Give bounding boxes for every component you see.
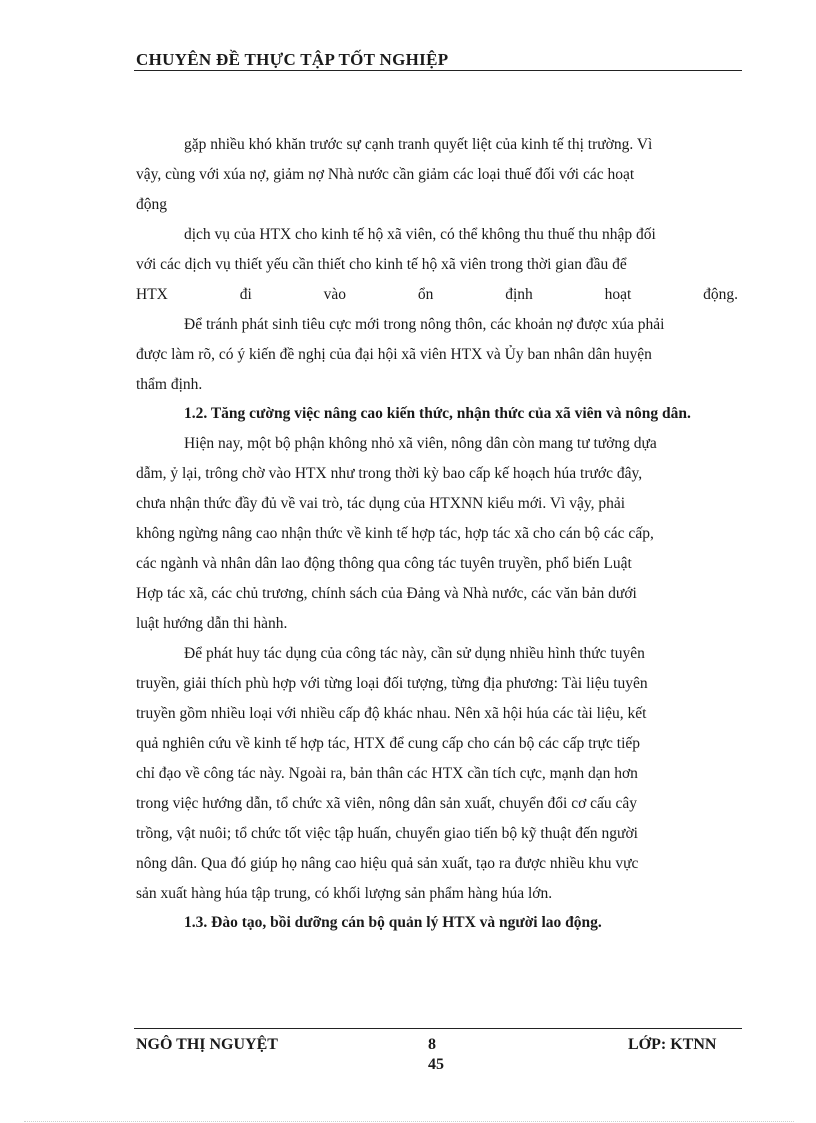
footer-page-number-secondary: 45 bbox=[428, 1056, 444, 1073]
body-line: luật hướng dẫn thi hành. bbox=[136, 615, 288, 632]
body-line: với các dịch vụ thiết yếu cần thiết cho kinh tế hộ xã viên trong thời gian đầu để bbox=[136, 256, 627, 273]
body-line: các ngành và nhân dân lao động thông qua công tác tuyên truyền, phổ biến Luật bbox=[136, 555, 632, 572]
body-line: trong việc hướng dẫn, tổ chức xã viên, nông dân sản xuất, chuyển đổi cơ cấu cây bbox=[136, 795, 638, 812]
spread-word: vào bbox=[323, 286, 346, 303]
body-line: nông dân. Qua đó giúp họ nâng cao hiệu quả sản xuất, tạo ra được nhiều khu vực bbox=[136, 855, 639, 872]
body-line: vậy, cùng với xúa nợ, giảm nợ Nhà nước cần giảm các loại thuế đối với các hoạt bbox=[136, 166, 635, 183]
spread-word: hoạt bbox=[604, 286, 632, 303]
body-line: thẩm định. bbox=[136, 376, 203, 393]
header-title: CHUYÊN ĐỀ THỰC TẬP TỐT NGHIỆP bbox=[136, 50, 449, 69]
body-line: Để tránh phát sinh tiêu cực mới trong nông thôn, các khoản nợ được xúa phải bbox=[184, 316, 665, 333]
page-bottom-dotted-border bbox=[24, 1121, 794, 1122]
body-line: động bbox=[136, 196, 167, 213]
footer-author: NGÔ THỊ NGUYỆT bbox=[136, 1036, 278, 1053]
footer-divider bbox=[134, 1028, 742, 1029]
body-line: dịch vụ của HTX cho kinh tế hộ xã viên, có thể không thu thuế thu nhập đối bbox=[184, 226, 656, 243]
body-line: gặp nhiều khó khăn trước sự cạnh tranh quyết liệt của kinh tế thị trường. Vì bbox=[184, 136, 653, 153]
body-line: dẫm, ỷ lại, trông chờ vào HTX như trong thời kỳ bao cấp kế hoạch húa trước đây, bbox=[136, 465, 643, 482]
body-line: được làm rõ, có ý kiến đề nghị của đại hội xã viên HTX và Ủy ban nhân dân huyện bbox=[136, 346, 652, 363]
body-line: truyền, giải thích phù hợp với từng loại đối tượng, từng địa phương: Tài liệu tuyên bbox=[136, 675, 648, 692]
spread-word: ổn bbox=[417, 286, 434, 303]
body-line: chỉ đạo về công tác này. Ngoài ra, bản thân các HTX cần tích cực, mạnh dạn hơn bbox=[136, 765, 638, 782]
body-line: quả nghiên cứu về kinh tế hợp tác, HTX để cung cấp cho cán bộ các cấp trực tiếp bbox=[136, 735, 641, 752]
body-line: Hợp tác xã, các chủ trương, chính sách của Đảng và Nhà nước, các văn bản dưới bbox=[136, 585, 637, 602]
body-line: chưa nhận thức đầy đủ về vai trò, tác dụng của HTXNN kiểu mới. Vì vậy, phải bbox=[136, 495, 626, 512]
footer-class-label: LỚP: KTNN bbox=[628, 1036, 717, 1053]
footer-page-number: 8 bbox=[428, 1036, 436, 1053]
section-heading-1-2: 1.2. Tăng cường việc nâng cao kiến thức, nhận thức của xã viên và nông dân. bbox=[184, 405, 691, 422]
body-line: truyền gồm nhiều loại với nhiều cấp độ khác nhau. Nên xã hội húa các tài liệu, kết bbox=[136, 705, 647, 722]
spread-word: HTX bbox=[136, 286, 168, 303]
spread-word: định bbox=[505, 286, 533, 303]
spread-line bbox=[136, 285, 738, 305]
section-heading-1-3: 1.3. Đào tạo, bồi dưỡng cán bộ quản lý HTX và người lao động. bbox=[184, 914, 602, 931]
body-line: Hiện nay, một bộ phận không nhỏ xã viên, nông dân còn mang tư tưởng dựa bbox=[184, 435, 657, 452]
body-line: Để phát huy tác dụng của công tác này, cần sử dụng nhiều hình thức tuyên bbox=[184, 645, 645, 662]
spread-word: đi bbox=[239, 286, 252, 303]
body-line: không ngừng nâng cao nhận thức về kinh tế hợp tác, hợp tác xã cho cán bộ các cấp, bbox=[136, 525, 654, 542]
spread-word: động. bbox=[703, 286, 738, 303]
body-line: sản xuất hàng húa tập trung, có khối lượng sản phẩm hàng húa lớn. bbox=[136, 885, 553, 902]
header-divider bbox=[134, 70, 742, 71]
body-line: trồng, vật nuôi; tổ chức tốt việc tập huấn, chuyển giao tiến bộ kỹ thuật đến người bbox=[136, 825, 638, 842]
